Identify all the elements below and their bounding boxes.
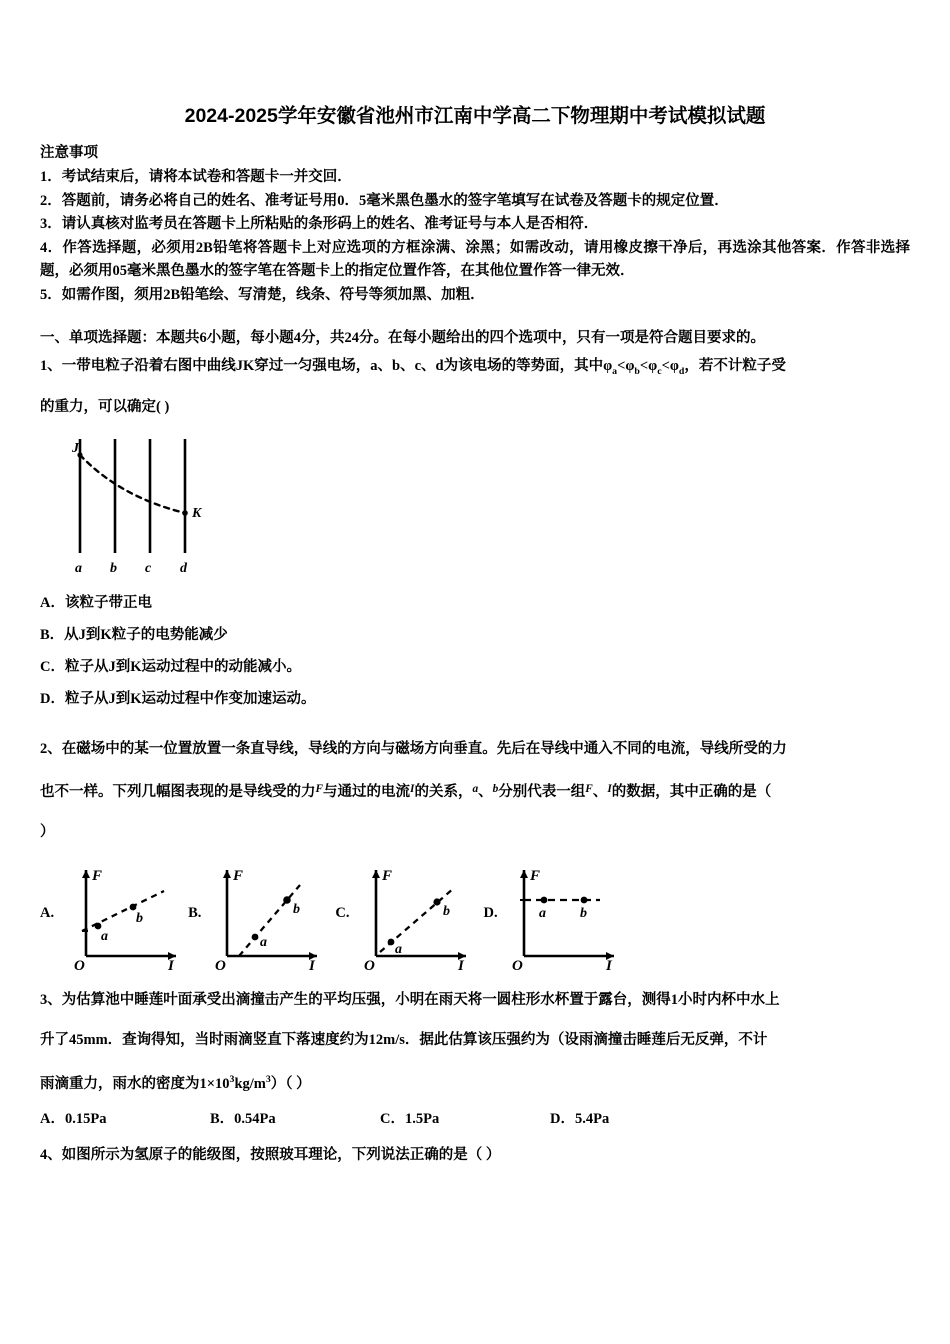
question-1-option-b[interactable]: B．从J到K粒子的电势能减少: [40, 626, 228, 643]
graph-b-point-a: [252, 933, 259, 940]
question-1-figure: [40, 427, 910, 587]
q3-text-c: ）（ ）: [270, 1075, 311, 1092]
label-k: K: [192, 505, 202, 521]
notice-item: 1．考试结束后，请将本试卷和答题卡一并交回．: [40, 169, 352, 185]
q2-text-c: 的关系，: [414, 783, 473, 800]
question-3-options: [40, 1104, 910, 1134]
question-2-stem-line3: ）: [40, 823, 55, 840]
graph-d-label: D.: [483, 905, 498, 922]
q2-text-e: 分别代表一组: [498, 783, 586, 800]
graph-a-x-axis-label: I: [168, 957, 174, 970]
less-than-2: <: [639, 358, 649, 374]
graph-c-svg: [354, 858, 484, 970]
question-2-graph-d[interactable]: [484, 858, 632, 970]
question-3-option-c[interactable]: C．1.5Pa: [380, 1110, 440, 1127]
graph-d-label-a: a: [538, 905, 546, 921]
question-4-stem: 4、如图所示为氢原子的能级图，按照玻耳理论，下列说法正确的是（ ）: [40, 1146, 501, 1163]
question-1-option-d[interactable]: D．粒子从J到K运动过程中作变加速运动。: [40, 690, 316, 707]
question-3-option-d[interactable]: D．5.4Pa: [550, 1110, 610, 1127]
graph-d-y-arrow: [520, 870, 528, 878]
axis-label-c: c: [145, 560, 152, 576]
q2-text-d: 、: [478, 783, 493, 800]
question-3-stem-line3: [40, 1060, 910, 1104]
q2-text-g: 的数据，其中正确的是（: [611, 783, 772, 800]
notice-heading: 注意事项: [40, 145, 98, 161]
question-3-option-a[interactable]: A．0.15Pa: [40, 1110, 107, 1127]
variable-b: b: [492, 782, 499, 795]
graph-a-y-arrow: [82, 870, 90, 878]
graph-d-origin-label: O: [511, 957, 523, 970]
notice-item: 2．答题前，请务必将自己的姓名、准考证号用0．5毫米黑色墨水的签字笔填写在试卷及答题卡的规定位置．: [40, 192, 729, 209]
graph-a-label-a: a: [101, 928, 109, 944]
question-1-option-a[interactable]: A．该粒子带正电: [40, 594, 152, 611]
question-3-option-b[interactable]: B．0.54Pa: [210, 1110, 276, 1127]
less-than-1: <: [617, 358, 626, 374]
q1-stem-text-b: ，若不计粒子受: [684, 358, 786, 374]
graph-a-origin-label: O: [74, 957, 85, 970]
graph-c-point-a: [387, 938, 394, 945]
question-1-stem: [40, 351, 910, 387]
point-k-marker: [182, 510, 188, 516]
question-3-stem-line2: 升了45mm．查询得知，当时雨滴竖直下落速度约为12m/s．据此估算该压强约为（设雨滴撞击睡莲后无反弹，不计: [40, 1031, 768, 1048]
graph-d-svg: [502, 858, 632, 970]
graph-a-label-b: b: [136, 910, 144, 926]
equipotential-diagram: [58, 435, 258, 585]
phi-d: $\varphi_d$: [669, 358, 685, 377]
phi-a: $\varphi_a$: [603, 358, 618, 377]
graph-c-origin-label: O: [363, 957, 375, 970]
phi-c: $\varphi_c$: [648, 358, 662, 377]
q3-exponent-1: 3: [229, 1073, 235, 1085]
section-single-choice: [0, 325, 950, 1170]
graph-d-x-axis-label: I: [605, 957, 612, 970]
graph-b-label-a: a: [260, 934, 268, 950]
q2-text-b: 与通过的电流: [323, 783, 411, 800]
question-2-graph-b[interactable]: [188, 858, 335, 970]
axis-label-d: d: [180, 560, 187, 576]
less-than-3: <: [661, 358, 670, 374]
graph-c-x-axis-label: I: [457, 957, 464, 970]
q3-text-b: kg/m: [234, 1075, 266, 1092]
graph-b-label-b: b: [293, 901, 301, 917]
axis-label-b: b: [110, 560, 117, 576]
q2-text-a: 也不一样。下列几幅图表现的是导线受的力: [40, 783, 316, 800]
question-3-stem-line1: 3、为估算池中睡莲叶面承受出滴撞击产生的平均压强，小明在雨天将一圆柱形水杯置于露台，测得1小时内杯中水上: [40, 991, 780, 1008]
graph-a-label: A.: [40, 905, 55, 922]
graph-c-label-b: b: [442, 903, 450, 919]
graph-b-point-b: [284, 896, 292, 904]
label-j: J: [72, 440, 79, 456]
q3-text-a: 雨滴重力，雨水的密度为1×10: [40, 1075, 230, 1092]
phi-b: $\varphi_b$: [625, 358, 640, 377]
graph-b-y-axis-label: F: [233, 867, 244, 884]
notice-block: [0, 130, 950, 307]
graph-c-y-axis-label: F: [381, 867, 392, 884]
graph-b-label: B.: [188, 905, 202, 922]
page-title: 2024-2025学年安徽省池州市江南中学高二下物理期中考试模拟试题: [184, 105, 766, 127]
q1-stem-text-a: 1、一带电粒子沿着右图中曲线JK穿过一匀强电场，a、b、c、d为该电场的等势面，其中: [40, 358, 604, 374]
question-2-stem-line2: [40, 769, 910, 812]
q2-text-f: 、: [592, 783, 608, 800]
graph-a-y-axis-label: F: [92, 867, 103, 884]
notice-item: 3．请认真核对监考员在答题卡上所粘贴的条形码上的姓名、准考证号与本人是否相符．: [40, 216, 599, 232]
question-2-graph-c[interactable]: [335, 858, 483, 970]
graph-b-svg: [205, 858, 335, 970]
graph-d-point-a: [540, 896, 547, 903]
variable-F: F: [315, 782, 324, 795]
particle-trajectory-curve: [80, 455, 185, 513]
graph-d-label-b: b: [579, 905, 587, 921]
question-1-option-c[interactable]: C．粒子从J到K运动过程中的动能减小。: [40, 658, 301, 675]
graph-c-label-a: a: [394, 941, 402, 957]
graph-c-point-b: [433, 898, 440, 905]
graph-b-x-axis-label: I: [309, 957, 316, 970]
variable-a: a: [472, 782, 479, 795]
variable-F-2: F: [585, 782, 593, 795]
axis-label-a: a: [75, 560, 82, 576]
variable-I-2: I: [607, 782, 612, 795]
q3-exponent-2: 3: [265, 1073, 271, 1085]
question-2-graph-row: [40, 852, 910, 970]
graph-a-svg: [58, 858, 188, 970]
graph-b-origin-label: O: [215, 957, 227, 970]
graph-c-label: C.: [335, 905, 350, 922]
graph-d-point-b: [580, 896, 587, 903]
graph-a-trend-line: [82, 891, 164, 931]
variable-I: I: [410, 782, 415, 795]
question-1-stem-line2: 的重力，可以确定( ): [40, 398, 170, 415]
graph-a-point-b: [130, 903, 137, 910]
question-2-stem-line1: 2、在磁场中的某一位置放置一条直导线，导线的方向与磁场方向垂直。先后在导线中通入不同的电流，导线所受的力: [40, 740, 787, 757]
graph-d-y-axis-label: F: [529, 867, 540, 884]
graph-c-y-arrow: [372, 870, 380, 878]
question-2-graph-a[interactable]: [40, 858, 188, 970]
notice-item: 4．作答选择题，必须用2B铅笔将答题卡上对应选项的方框涂满、涂黑；如需改动，请用橡皮擦干净后，再选涂其他答案．作答非选择题，必须用05毫米黑色墨水的签字笔在答题卡上的指定位置作答，在其他位置作答一律无效．: [40, 239, 910, 279]
graph-b-y-arrow: [223, 870, 231, 878]
graph-b-trend-line: [239, 885, 300, 956]
section-heading: 一、单项选择题：本题共6小题，每小题4分，共24分。在每小题给出的四个选项中，只有一项是符合题目要求的。: [40, 330, 765, 346]
notice-item: 5．如需作图，须用2B铅笔绘、写清楚，线条、符号等须加黑、加粗．: [40, 286, 485, 303]
